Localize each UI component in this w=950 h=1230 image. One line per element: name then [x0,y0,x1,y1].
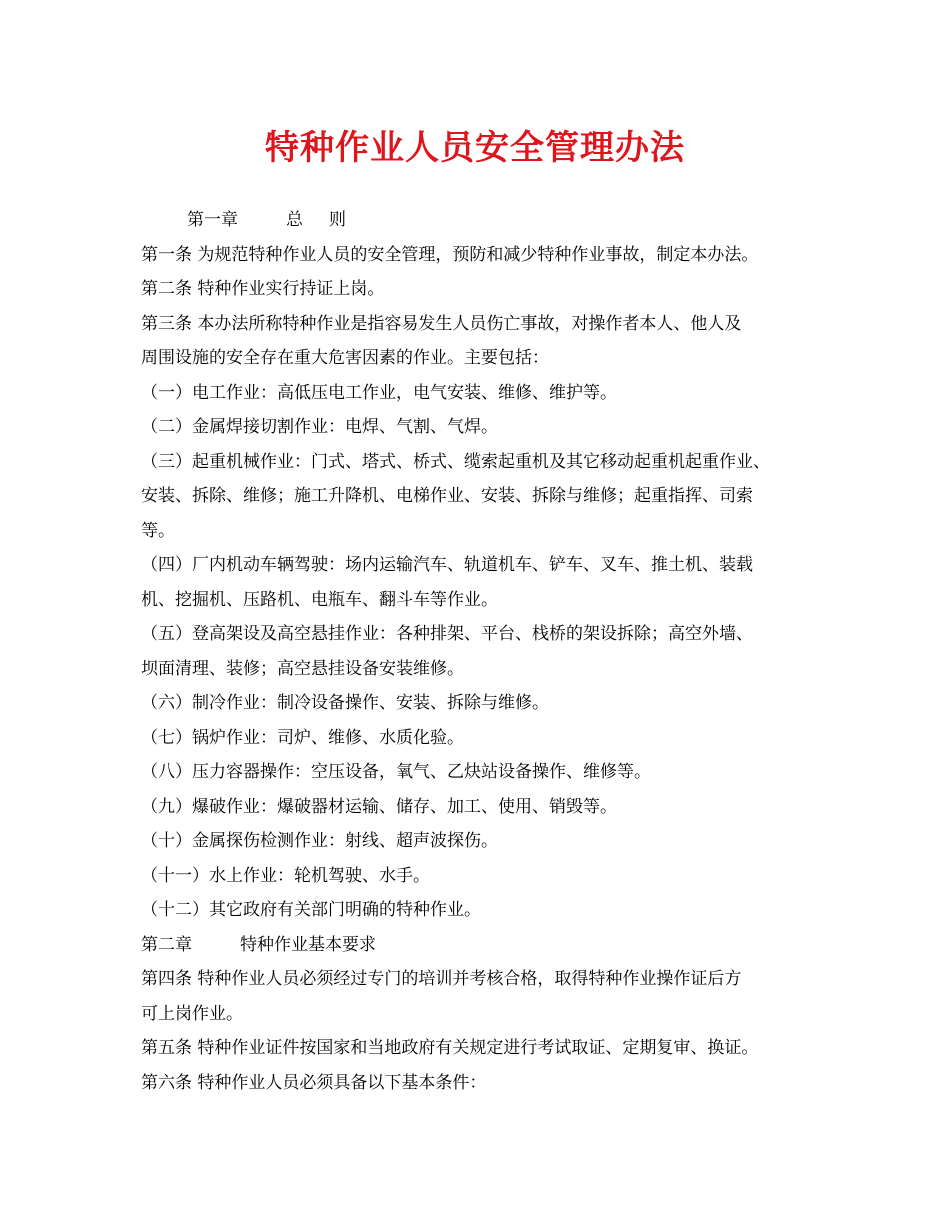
list-item-line: 安装、拆除、维修；施工升降机、电梯作业、安装、拆除与维修；起重指挥、司索 [141,486,753,506]
list-item-line: （四）厂内机动车辆驾驶：场内运输汽车、轨道机车、铲车、叉车、推土机、装载 [141,555,753,575]
chapter-1-name-part2: 则 [329,210,346,230]
chapter-1-name-part1: 总 [286,210,303,230]
paragraph-line: 第四条 特种作业人员必须经过专门的培训并考核合格，取得特种作业操作证后方 [141,969,742,989]
document-title: 特种作业人员安全管理办法 [265,128,685,168]
list-item-line: （十二）其它政府有关部门明确的特种作业。 [141,900,481,920]
paragraph-line: 第三条 本办法所称特种作业是指容易发生人员伤亡事故，对操作者本人、他人及 [141,313,742,334]
list-item-line: （七）锅炉作业：司炉、维修、水质化验。 [141,727,464,748]
paragraph-line: 第一条 为规范特种作业人员的安全管理，预防和减少特种作业事故，制定本办法。 [141,244,759,265]
list-item-line: 等。 [141,520,175,541]
paragraph-line: 第二条 特种作业实行持证上岗。 [141,279,385,299]
list-item-line: （十一）水上作业：轮机驾驶、水手。 [141,865,430,886]
chapter-heading-2 [141,928,831,963]
chapter-1-label: 第一章 [187,210,238,230]
paragraph-line: 第六条 特种作业人员必须具备以下基本条件： [141,1072,487,1093]
list-item-line: （九）爆破作业：爆破器材运输、储存、加工、使用、销毁等。 [141,796,617,817]
list-item-line: （八）压力容器操作：空压设备，氧气、乙炔站设备操作、维修等。 [141,762,651,782]
list-item-line: 坝面清理、装修；高空悬挂设备安装维修。 [141,658,464,679]
chapter-2-name: 特种作业基本要求 [240,934,376,955]
list-item-line: 机、挖掘机、压路机、电瓶车、翻斗车等作业。 [141,589,498,610]
list-item-line: （十）金属探伤检测作业：射线、超声波探伤。 [141,831,498,851]
document-body [141,203,831,1100]
paragraph-line: 第五条 特种作业证件按国家和当地政府有关规定进行考试取证、定期复审、换证。 [141,1038,759,1058]
chapter-2-label: 第二章 [141,934,192,955]
list-item-line: （一）电工作业：高低压电工作业，电气安装、维修、维护等。 [141,382,617,403]
paragraph-line: 周围设施的安全存在重大危害因素的作业。主要包括： [141,348,549,368]
list-item-line: （三）起重机械作业：门式、塔式、桥式、缆索起重机及其它移动起重机起重作业、 [141,451,770,472]
list-item-line: （五）登高架设及高空悬挂作业：各种排架、平台、栈桥的架设拆除；高空外墙、 [141,624,753,644]
paragraph-line: 可上岗作业。 [141,1003,243,1024]
chapter-heading-1 [141,203,831,238]
list-item-line: （二）金属焊接切割作业：电焊、气割、气焊。 [141,417,498,437]
list-item-line: （六）制冷作业：制冷设备操作、安装、拆除与维修。 [141,693,549,713]
